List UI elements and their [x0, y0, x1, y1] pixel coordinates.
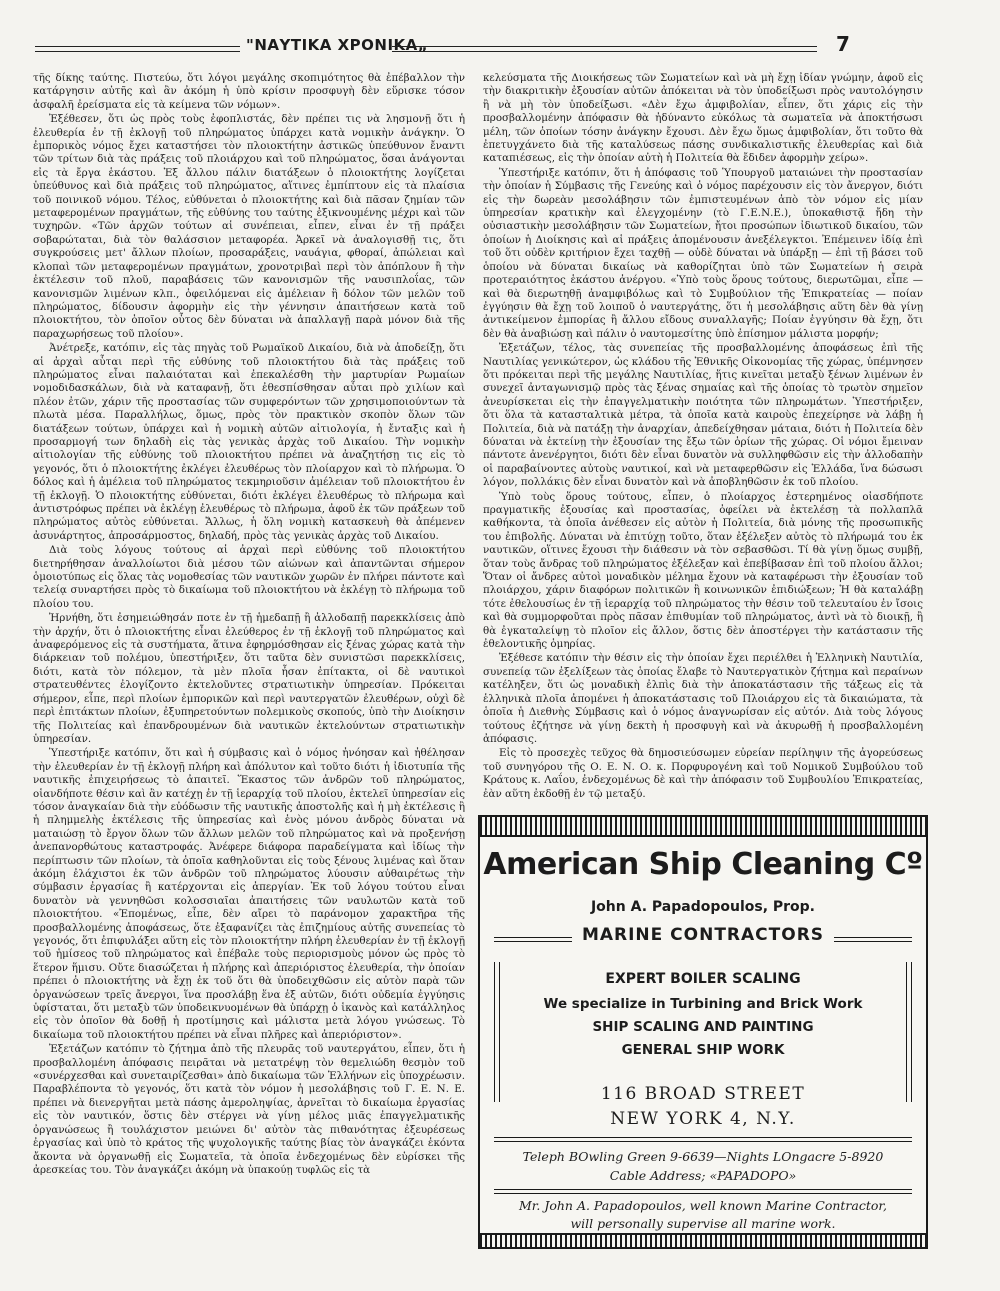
ad-service-line: GENERAL SHIP WORK: [621, 1042, 785, 1058]
paragraph: Ἐξέθεσεν, ὅτι ὡς πρὸς τοὺς ἐφοπλιστάς, δὲν πρέπει τις νὰ λησμονῇ ὅτι ἡ ἐλευθερία ἐν τῇ ἐκλογῇ τοῦ πληρώματος ὑπάρχει κατὰ νομικὴν ἀνάγκην. Ὁ ἐμπορικὸς νόμος ἔχει καταστήσει τὸν πλοιοκτήτην ἀστικῶς ὑπεύθυνον ἔναντι τῶν τρίτων διὰ τὰς πράξεις τοῦ πλοιάρχου καὶ τοῦ πληρώματος, ὅσαι ἀνάγονται εἰς τὰ ἔργα ἑκάστου. Ἐξ ἄλλου πάλιν διατάξεων ὁ πλοιοκτήτης λογίζεται ὑπεύθυνος καὶ διὰ πράξεις τοῦ πληρώματος, αἵτινες ἐμπίπτουν εἰς τὰ πλαίσια τοῦ ποινικοῦ νόμου. Τέλος, εὐθύνεται ὁ πλοιοκτήτης καὶ διὰ πᾶσαν ζημίαν τῶν μεταφερομένων πραγμάτων, τῆς εὐθύνης του ταύτης ἐξικνουμένης μέχρι καὶ τῶν τυχηρῶν. «Τῶν ἀρχῶν τούτων αἱ συνέπειαι, εἶπεν, εἶναι ἐν τῇ πράξει σοβαρώταται, διὰ τὸν θαλάσσιον μεταφορέα. Ἀρκεῖ νὰ ἀναλογισθῇ τις, ὅτι συγκρούσεις μετ' ἄλλων πλοίων, προσαράξεις, ναυάγια, φθοραί, ἀπώλειαι καὶ κλοπαὶ τῶν μεταφερομένων πραγμάτων, χρονοτριβαὶ περὶ τὸν ἀπόπλουν ἢ τὴν ἐκτέλεσιν τοῦ πλοῦ, παραβάσεις τῶν κανονισμῶν τῆς ναυσιπλοΐας, τῶν κανονισμῶν λιμένων κλπ., ὀφειλόμεναι εἰς ἀμέλειαν ἢ δόλον τῶν μελῶν τοῦ πληρώματος, δίδουσιν ἀφορμὴν εἰς τὴν γέννησιν ἀπαιτήσεων κατὰ τοῦ πλοιοκτήτου, τὸν ὁποῖον οὗτος δὲν δύναται νὰ ἀπαλλαγῇ παρὰ μόνον διὰ τῆς παραχωρήσεως τοῦ πλοίου».: [33, 113, 465, 340]
ad-telephone: Teleph BOwling Green 9-6639—Nights LOngacre 5-8920: [522, 1149, 884, 1164]
page-number: 7: [836, 32, 850, 56]
paragraph: Ὑπεστήριξε κατόπιν, ὅτι καὶ ἡ σύμβασις καὶ ὁ νόμος ἠνόησαν καὶ ἠθέλησαν τὴν ἐλευθερίαν ἐν τῇ ἐκλογῇ πλήρη καὶ ἀπόλυτον καὶ τοῦτο διότι ἡ ἰδιοτυπία τῆς ναυτικῆς ἐπιχειρήσεως τὸ ἀπαιτεῖ. Ἕκαστος τῶν ἀνδρῶν τοῦ πληρώματος, οἱανδήποτε θέσιν καὶ ἂν κατέχῃ ἐν τῇ ἱεραρχίᾳ τοῦ πλοίου, ἐκτελεῖ ὑπηρεσίαν εἰς τόσον ἀναγκαίαν διὰ τὴν εὐόδωσιν τῆς ναυτικῆς ἀποστολῆς καὶ ἡ μὴ ἐκτέλεσις ἢ ἡ πλημμελὴς ἐκτέλεσις τῆς ὑπηρεσίας καὶ ἑνὸς μόνου ἀνδρὸς δύναται νὰ ματαιώσῃ τὸ ἔργον ὅλων τῶν ἄλλων μελῶν τοῦ πληρώματος καὶ νὰ προξενήσῃ ἀνεπανορθώτους καταστροφάς. Ἀνέφερε διάφορα παραδείγματα καὶ ἰδίως τὴν περίπτωσιν τῶν πλοίων, τὰ ὁποῖα καθηλοῦνται εἰς τοὺς ξένους λιμένας καὶ ὅταν ἀκόμη ἐλάχιστοι ἐκ τῶν ἀνδρῶν τοῦ πληρώματος λύουσιν αὐθαιρέτως τὴν σύμβασιν ἐργασίας ἢ κατέρχονται εἰς ἀπεργίαν. Ἐκ τοῦ λόγου τούτου εἶναι δυνατὸν νὰ γεννηθῶσι κολοσσιαῖαι ἀπαιτήσεις τῶν ναυλωτῶν κατὰ τοῦ πλοιοκτήτου. «Ἐπομένως, εἶπε, δὲν αἴρει τὸ παράνομον χαρακτῆρα τῆς προσβαλλομένης ἀποφάσεως, ὅτε ἐξαφανίζει τὰς ἐπιζημίους αὐτῆς συνεπείας τὸ γεγονός, ὅτι ἐπιφυλάξει αὕτη εἰς τὸν πλοιοκτήτην πλήρη ἐλευθερίαν ἐν τῇ ἐκλογῇ τοῦ ἡμίσεος τοῦ πληρώματος καὶ ἐπέβαλε τοὺς περιορισμοὺς μόνον ὡς πρὸς τὸ ἕτερον ἥμισυ. Οὔτε διασώζεται ἡ πλήρης καὶ ἀπεριόριστος ἐλευθερία, τὴν ὁποίαν πρέπει ὁ πλοιοκτήτης νὰ ἔχῃ ἐκ τοῦ ὅτι θὰ ὑποδειχθῶσιν εἰς αὐτὸν παρὰ τῶν ὀργανώσεων τρεῖς ἄνεργοι, ἵνα προσλάβῃ ἕνα ἐξ αὐτῶν, διότι οὐδεμία ἐγγύησις ὑφίσταται, ὅτι μεταξὺ τῶν ὑποδεικνυομένων θὰ ὑπάρχῃ ὁ ἱκανὸς καὶ κατάλληλος εἰς τὸν ὁποῖον θὰ δοθῇ ἡ προτίμησις καὶ μάλιστα μετὰ λόγου γνώσεως. Τὸ δικαίωμα τοῦ πλοιοκτήτου πρέπει νὰ εἶναι πλῆρες καὶ ἀπεριόριστον».: [33, 747, 465, 1041]
publication-title: "ΝΑΥΤΙΚΑ ΧΡΟΝΙΚΑ„: [246, 36, 429, 54]
paragraph: Ἐξετάζων, τέλος, τὰς συνεπείας τῆς προσβαλλομένης ἀποφάσεως ἐπὶ τῆς Ναυτιλίας γενικώτερον, ὡς κλάδου τῆς Ἐθνικῆς Οἰκονομίας τῆς χώρας, ὑπέμνησεν ὅτι πρόκειται περὶ τῆς μεγάλης Ναυτιλίας, ἥτις κινεῖται μεταξὺ ξένων λιμένων ἐν συνεχεῖ ἀνταγωνισμῷ πρὸς τὰς ξένας σημαίας καὶ τῆς ὁποίας τὸ τρωτὸν σημεῖον ἀνευρίσκεται εἰς τὴν ἐπαγγελματικὴν ποιότητα τῶν πληρωμάτων. Ὑπεστήριξεν, ὅτι ὅλα τὰ κατασταλτικὰ μέτρα, τὰ ὁποῖα κατὰ καιροὺς ἐπεχείρησε νὰ λάβῃ ἡ Πολιτεία, διὰ νὰ πατάξῃ τὴν ἀναρχίαν, ἀπεδείχθησαν μάταια, διότι ἡ Πολιτεία δὲν δύναται νὰ ἐκτείνῃ τὴν ἐξουσίαν της ἔξω τῶν ὁρίων τῆς χώρας. Οἱ νόμοι ἔμειναν πάντοτε ἀνενέργητοι, διότι δὲν εἶναι δυνατὸν νὰ συλληφθῶσιν εἰς τὴν ἀλλοδαπὴν οἱ παραβαίνοντες αὐτοὺς ναυτικοί, καὶ νὰ μεταφερθῶσιν εἰς Ἑλλάδα, ἵνα δώσωσι λόγον, πολλάκις δὲν εἶναι δυνατὸν καὶ νὰ ἀποβληθῶσιν ἐκ τοῦ πλοίου.: [483, 342, 923, 489]
article-column-right: [483, 72, 923, 892]
paragraph: Εἰς τὸ προσεχὲς τεῦχος θὰ δημοσιεύσωμεν εὐρείαν περίληψιν τῆς ἀγορεύσεως τοῦ συνηγόρου τῆς Ο. Ε. Ν. Ο. κ. Πορφυρογένη καὶ τοῦ Νομικοῦ Συμβούλου τοῦ Κράτους κ. Λαΐου, ἐνδεχομένως δὲ καὶ τὴν ἀπόφασιν τοῦ Συμβουλίου Ἐπικρατείας, ἐὰν αὕτη ἐκδοθῇ ἐν τῷ μεταξύ.: [483, 747, 923, 800]
ad-top-border: [480, 817, 926, 837]
ad-note: will personally supervise all marine work.: [570, 1216, 836, 1231]
paragraph: Διὰ τοὺς λόγους τούτους αἱ ἀρχαὶ περὶ εὐθύνης τοῦ πλοιοκτήτου διετηρήθησαν ἀναλλοίωτοι διὰ μέσου τῶν αἰώνων καὶ ἀπαντῶνται σήμερον ὁμοιοτύπως εἰς ὅλας τὰς νομοθεσίας τῶν ναυτικῶν χωρῶν ἐν πλήρει πάντοτε καὶ τελείᾳ συναρτήσει πρὸς τὸ δικαίωμα τοῦ πλοιοκτήτου νὰ ἐκλέγῃ τὸ πλήρωμα τοῦ πλοίου του.: [33, 544, 465, 610]
ad-divider: [494, 1189, 912, 1194]
ad-street-address: 116 BROAD STREET: [600, 1084, 806, 1104]
ad-company-name: American Ship Cleaning Cº: [483, 847, 923, 882]
ad-trade-heading: MARINE CONTRACTORS: [581, 925, 825, 945]
paragraph: Ἐξέθεσε κατόπιν τὴν θέσιν εἰς τὴν ὁποίαν ἔχει περιέλθει ἡ Ἑλληνικὴ Ναυτιλία, συνεπείᾳ τῶν ἐξελίξεων τὰς ὁποίας ἔλαβε τὸ Ναυτεργατικὸν ζήτημα καὶ περαίνων κατέληξεν, ὅτι ὡς μοναδικὴ ἐλπὶς διὰ τὴν ἀποκατάστασιν τῆς τάξεως εἰς τὰ ἑλληνικὰ πλοῖα ἀπομένει ἡ ἀποκατάστασις τοῦ Πλοιάρχου εἰς τὰ δικαιώματα, τὰ ὁποῖα ἡ Διεθνὴς Σύμβασις καὶ ὁ νόμος ἀναγνωρίσαν εἰς αὐτόν. Διὰ τοὺς λόγους τούτους ἐζήτησε νὰ γίνῃ δεκτὴ ἡ προσφυγὴ καὶ νὰ ἀκυρωθῇ ἡ προσβαλλομένη ἀπόφασις.: [483, 652, 923, 745]
ad-service-line: We specialize in Turbining and Brick Work: [543, 996, 863, 1012]
paragraph: τῆς δίκης ταύτης. Πιστεύω, ὅτι λόγοι μεγάλης σκοπιμότητος θὰ ἐπέβαλλον τὴν κατάργησιν αὐτῆς καὶ ἂν ἀκόμη ἡ ὑπὸ κρίσιν προσφυγὴ δὲν εὕρισκε τόσον ἀσφαλῆ ἐρείσματα εἰς τὰ κείμενα τῶν νόμων».: [33, 72, 465, 111]
header-rule-right: [392, 46, 817, 52]
ad-side-rule-right: [906, 962, 912, 1102]
ad-note: Mr. John A. Papadopoulos, well known Marine Contractor,: [519, 1198, 887, 1213]
paragraph: κελεύσματα τῆς Διοικήσεως τῶν Σωματείων καὶ νὰ μὴ ἔχῃ ἰδίαν γνώμην, ἀφοῦ εἰς τὴν διακριτικὴν ἐξουσίαν αὐτῶν ἀπόκειται νὰ τὸν ὑποδείξωσι πρὸς ναυτολόγησιν ἢ νὰ μὴ τὸν ὑποδείξωσι. «Δὲν ἔχω ἀμφιβολίαν, εἶπεν, ὅτι χάρις εἰς τὴν προσβαλλομένην ἀπόφασιν θὰ ἠδύναντο εὐκόλως τὰ σωματεῖα νὰ ἀποκτήσωσι μέλη, τῶν ὁποίων τόσην ἀνάγκην ἔχουσι. Δὲν ἔχω ὅμως ἀμφιβολίαν, ὅτι τοῦτο θὰ ἐπετυγχάνετο διὰ τῆς καταλύσεως πάσης συνδικαλιστικῆς ἐλευθερίας καὶ διὰ καταπιέσεως, εἰς τὴν ὁποίαν αὐτὴ ἡ Πολιτεία θὰ ἔδιδεν ἀφορμὴν χείρω».: [483, 72, 923, 165]
paragraph: Ἠρνήθη, ὅτι ἐσημειώθησάν ποτε ἐν τῇ ἡμεδαπῇ ἢ ἀλλοδαπῇ παρεκκλίσεις ἀπὸ τὴν ἀρχήν, ὅτι ὁ πλοιοκτήτης εἶναι ἐλεύθερος ἐν τῇ ἐκλογῇ τοῦ πληρώματος καὶ ἀναφερόμενος εἰς τὰ συστήματα, ἅτινα ἐφηρμόσθησαν εἰς ξένας χώρας κατὰ τὴν διάρκειαν τοῦ πολέμου, ὑπεστήριξεν, ὅτι ταῦτα δὲν συνιστῶσι παρεκκλίσεις, διότι, κατὰ τὸν πόλεμον, τὰ μὲν πλοῖα ἦσαν ἐπίτακτα, οἱ δὲ ναυτικοὶ στρατευθέντες ἐλογίζοντο ἐκτελοῦντες στρατιωτικὴν ὑπηρεσίαν. Πρόκειται σήμερον, εἶπε, περὶ πλοίων ἐμπορικῶν καὶ περὶ ναυτεργατῶν ἐλευθέρων, οὐχὶ δὲ περὶ ἐπιτάκτων πλοίων, ἐξυπηρετούντων πολεμικοὺς σκοπούς, ὑπὸ τὴν Διοίκησιν τῆς Πολιτείας καὶ ἐπανδρουμένων διὰ ναυτικῶν ἐκτελούντων στρατιωτικὴν ὑπηρεσίαν.: [33, 612, 465, 745]
ad-cable-address: Cable Address; «PAPADOPO»: [609, 1168, 797, 1183]
paragraph: Ὑπεστήριξε κατόπιν, ὅτι ἡ ἀπόφασις τοῦ Ὑπουργοῦ ματαιώνει τὴν προστασίαν τὴν ὁποίαν ἡ Σύμβασις τῆς Γενεύης καὶ ὁ νόμος παρέχουσιν εἰς τὸν ἄνεργον, διότι εἰς τὴν δωρεὰν μεσολάβησιν τῶν ἐμπιστευμένων ἀπὸ τὸν νόμον εἰς μίαν ὑπηρεσίαν κρατικὴν καὶ ἐλεγχομένην (τὸ Γ.Ε.Ν.Ε.), ὑποκαθιστᾷ ἤδη τὴν οὐσιαστικὴν μεσολάβησιν τῶν Σωματείων, ἤτοι προσώπων ἰδιωτικοῦ δικαίου, τῶν ὁποίων ἡ Διοίκησις καὶ αἱ πράξεις ἀπομένουσιν ἀνεξέλεγκτοι. Ἐπέμεινεν ἰδίᾳ ἐπὶ τοῦ ὅτι οὐδὲν κριτήριον ἔχει ταχθῇ — οὐδὲ δύναται νὰ ὑπάρξῃ — ἐπὶ τῇ βάσει τοῦ ὁποίου νὰ δύναται δικαίως νὰ καθορίζηται ὑπὸ τῶν Σωματείων ἡ σειρὰ προτεραιότητος ἑκάστου ἀνέργου. «Ὑπὸ τοὺς ὅρους τούτους, διερωτῶμαι, εἶπε — καὶ θὰ διερωτηθῇ ἀναμφιβόλως καὶ τὸ Συμβούλιον τῆς Ἐπικρατείας — ποίαν ἐγγύησιν θὰ ἔχῃ τοῦ λοιποῦ ὁ ναυτεργάτης, ὅτι ἡ μεσολάβησις αὕτη δὲν θὰ γίνῃ ἀντικείμενον ἐμπορίας ἢ ἄλλου εἴδους συναλλαγῆς; Ποίαν ἐγγύησιν θὰ ἔχῃ, ὅτι δὲν θὰ ἀναβιώσῃ καὶ πάλιν ὁ ναυτομεσίτης ὑπὸ ἐπίσημον μάλιστα μορφήν;: [483, 166, 923, 340]
ad-rule-right: [834, 937, 912, 942]
ad-service-line: EXPERT BOILER SCALING: [605, 971, 801, 987]
ad-city-address: NEW YORK 4, N.Y.: [610, 1109, 796, 1129]
paragraph: Ὑπὸ τοὺς ὅρους τούτους, εἶπεν, ὁ πλοίαρχος ἐστερημένος οἱασδήποτε πραγματικῆς ἐξουσίας καὶ προστασίας, ὀφείλει νὰ ἐκτελέσῃ τὰ πολλαπλᾶ καθήκοντα, τὰ ὁποῖα ἀνέθεσεν εἰς αὐτὸν ἡ Πολιτεία, διὰ μόνης τῆς προσωπικῆς του ἐπιβολῆς. Δύναται νὰ ἐπιτύχῃ τοῦτο, ὅταν ἐξέλεξεν αὐτὸς τὸ πλήρωμά του ἐκ ναυτικῶν, οἵτινες ἔχουσι τὴν διάθεσιν νὰ τὸν σεβασθῶσι. Τί θὰ γίνῃ ὅμως συμβῇ, ὅταν τοὺς ἄνδρας τοῦ πληρώματος ἐξέλεξαν καὶ ἐπεβίβασαν ἐπὶ τοῦ πλοίου ἄλλοι; Ὅταν οἱ ἄνδρες αὐτοὶ μοναδικὸν μέλημα ἔχουν νὰ καταφέρωσι τὴν ἐξουσίαν τοῦ πλοιάρχου, χάριν διαφόρων πολιτικῶν ἢ κοινωνικῶν ἐπιδιώξεων; Ἡ θὰ καταλάβῃ τότε ἐθελουσίως ἐν τῇ ἱεραρχίᾳ τοῦ πληρώματος τὴν θέσιν τοῦ τελευταίου ἐν ἴσοις καὶ θὰ συμμορφοῦται πρὸς πᾶσαν ἐπιθυμίαν τοῦ πληρώματος, ἀντὶ νὰ τὸ διοικῇ, ἢ θὰ ἐγκαταλείψῃ τὸ πλοῖον εἰς ἄλλον, ὅστις δὲν ἀποστέργει τὴν κατάστασιν τῆς ἐθελοντικῆς ὁμηρίας.: [483, 490, 923, 651]
ad-service-line: SHIP SCALING AND PAINTING: [592, 1019, 814, 1035]
ad-rule-left: [494, 937, 572, 942]
ad-bottom-border: [480, 1233, 926, 1247]
header-rule-left: [35, 46, 240, 52]
paragraph: Ἐξετάζων κατόπιν τὸ ζήτημα ἀπὸ τῆς πλευρᾶς τοῦ ναυτεργάτου, εἶπεν, ὅτι ἡ προσβαλλομένη ἀπόφασις πειρᾶται νὰ μετατρέψῃ τὸν θεμελιώδη θεσμὸν τοῦ «συνέρχεσθαι καὶ συνεταιρίζεσθαι» ἀπὸ δικαίωμα τῶν Ἑλλήνων εἰς ὑποχρέωσιν. Παραβλέποντα τὸ γεγονός, ὅτι κατὰ τὸν νόμον ἡ μεσολάβησις τοῦ Γ. Ε. Ν. Ε. πρέπει νὰ διενεργῆται μετὰ πάσης ἀμεροληψίας, ἀρνεῖται τὸ δικαίωμα ἐργασίας εἰς τὸν ναυτικόν, ὅστις δὲν στέργει νὰ γίνῃ μέλος μιᾶς ἐπαγγελματικῆς ὀργανώσεως ἢ τουλάχιστον μειώνει δι' αὐτὸν τὰς πιθανότητας ἐξευρέσεως ἐργασίας καὶ ὑπὸ τὸ κράτος τῆς ψυχολογικῆς ταύτης βίας τὸν ἀναγκάζει ἑκόντα ἄκοντα νὰ ὀργανωθῇ εἰς Σωματεῖα, τὰ ὁποῖα ἐνδεχομένως δὲν εὑρίσκει τῆς ἀρεσκείας του. Τὸν ἀναγκάζει ἀκόμη νὰ ὑπακούῃ τυφλῶς εἰς τὰ: [33, 1043, 465, 1176]
ad-side-rule-left: [494, 962, 500, 1102]
advertisement-box: [478, 815, 928, 1249]
ad-divider: [494, 1137, 912, 1142]
paragraph: Ἀνέτρεξε, κατόπιν, εἰς τὰς πηγὰς τοῦ Ρωμαϊκοῦ Δικαίου, διὰ νὰ ἀποδείξῃ, ὅτι αἱ ἀρχαὶ αὗται περὶ τῆς εὐθύνης τοῦ πλοιοκτήτου διὰ τὰς πράξεις τοῦ πληρώματος εἶναι παλαιόταται καὶ ἐπεκαλέσθη τὴν μαρτυρίαν Ρωμαίων νομοδιδασκάλων, διὰ νὰ καταφανῇ, ὅτι ἐθεσπίσθησαν αὗται πρὸ χιλίων καὶ πλέον ἐτῶν, χάριν τῆς προστασίας τῶν συμφερόντων τῶν χρησιμοποιούντων τὰ πλωτὰ μέσα. Παραλλήλως, ὅμως, πρὸς τὸν πρακτικὸν σκοπὸν ὅλων τῶν διατάξεων τούτων, ὑπάρχει καὶ ἡ νομικὴ αὐτῶν αἰτιολογία, ἡ ἔνταξις καὶ ἡ προσαρμογή των δηλαδὴ εἰς τὰς γενικὰς ἀρχὰς τοῦ Δικαίου. Τὴν νομικὴν αἰτιολογίαν τῆς εὐθύνης τοῦ πλοιοκτήτου πρέπει νὰ ἀναζητήσῃ τις εἰς τὸ γεγονός, ὅτι ὁ πλοιοκτήτης ἐκλέγει ἐλευθέρως τὸν πλοίαρχον καὶ τὸ πλήρωμα. Ὁ δόλος καὶ ἡ ἀμέλεια τοῦ πληρώματος τεκμηριοῦσιν ἀμέλειαν τοῦ πλοιοκτήτου ἐν τῇ ἐκλογῇ. Ὁ πλοιοκτήτης εὐθύνεται, διότι ἐκλέγει ἐλευθέρως τὸ πλήρωμα καὶ ἀντιστρόφως πρέπει νὰ ἐκλέγῃ ἐλευθέρως τὸ πλήρωμα, ἀφοῦ ἐκ τῶν πράξεων τοῦ πληρώματος αὐτὸς εὐθύνεται. Ἄλλως, ἡ ὅλη νομικὴ κατασκευὴ θὰ ἀπέμενεν ἀσυνάρτητος, ἀπροσάρμοστος, δηλαδή, πρὸς τὰς γενικὰς ἀρχὰς τοῦ Δικαίου.: [33, 342, 465, 542]
article-column-left: [33, 72, 465, 1262]
ad-proprietor: John A. Papadopoulos, Prop.: [590, 899, 816, 915]
